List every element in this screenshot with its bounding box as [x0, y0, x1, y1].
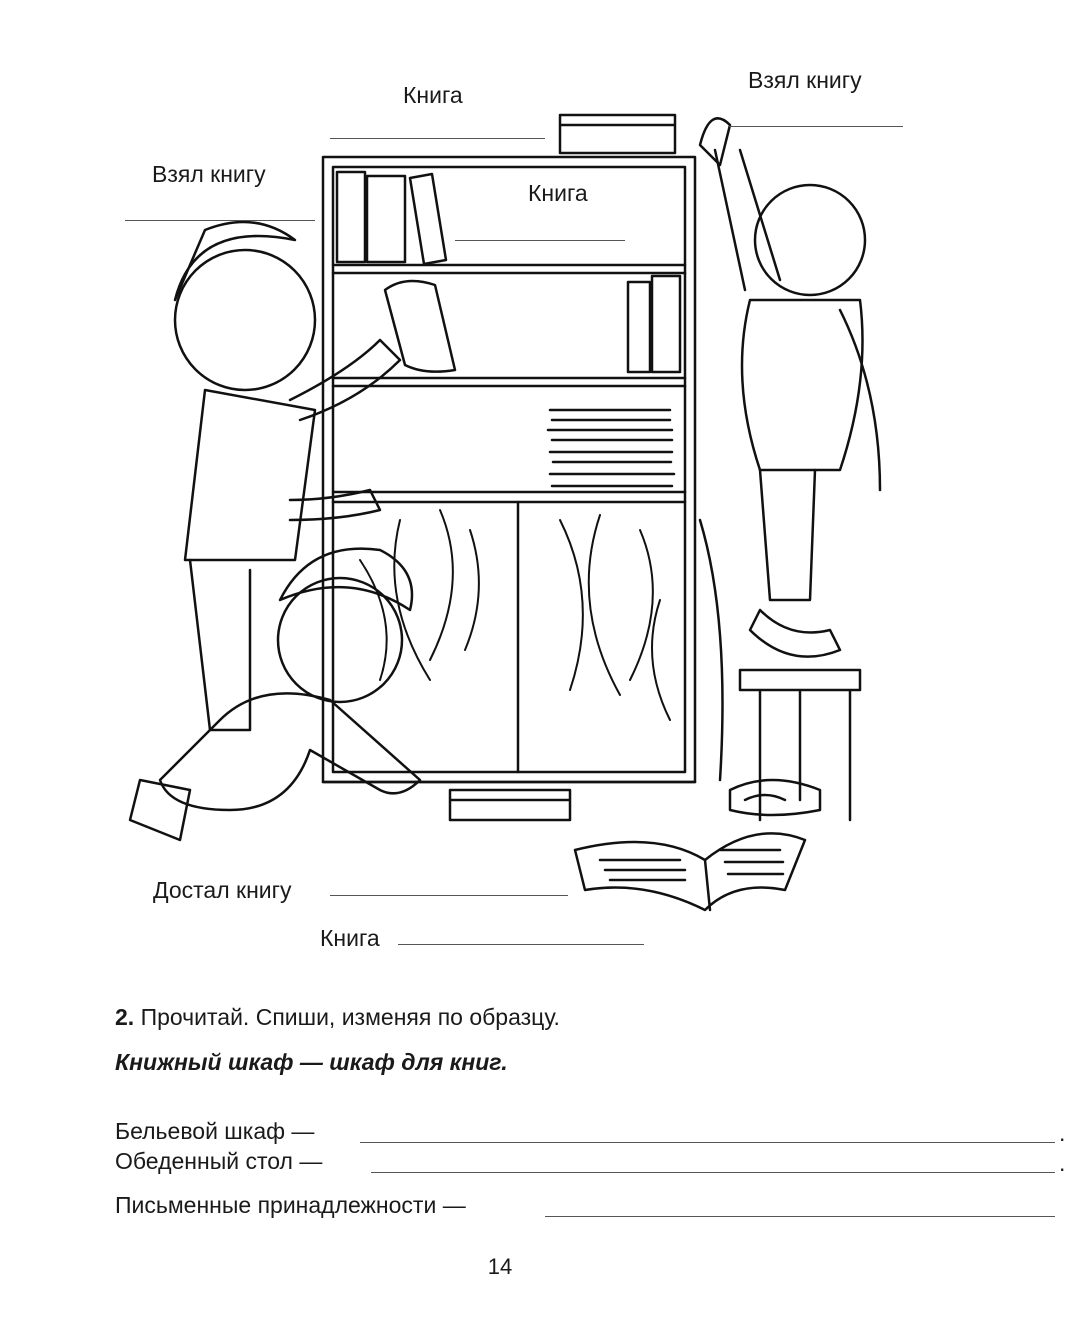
- answer-line-book-shelf[interactable]: [455, 240, 625, 241]
- paper-stack: [548, 410, 674, 486]
- books-top-shelf: [337, 172, 446, 264]
- label-book-bottom: Книга: [320, 925, 380, 951]
- answer-line-took-out-book[interactable]: [330, 895, 568, 896]
- exercise-end: .: [1059, 1120, 1065, 1146]
- answer-line-book-top[interactable]: [330, 138, 545, 139]
- label-took-out-book: Достал книгу: [153, 877, 292, 903]
- exercise-answer-line[interactable]: [545, 1216, 1055, 1217]
- shoes: [730, 780, 820, 815]
- exercise-prefix: Письменные принадлежности —: [115, 1192, 466, 1218]
- answer-line-took-book-left[interactable]: [125, 220, 315, 221]
- exercise-row: [115, 1118, 1065, 1148]
- task-example: Книжный шкаф — шкаф для книг.: [115, 1049, 508, 1075]
- exercise-row: [115, 1192, 955, 1222]
- label-took-book-left: Взял книгу: [152, 161, 266, 187]
- page-number: 14: [487, 1254, 513, 1279]
- exercise-prefix: Обеденный стол —: [115, 1148, 323, 1174]
- exercise-row: [115, 1148, 1065, 1178]
- task-instruction: Прочитай. Спиши, изменяя по образцу.: [140, 1004, 560, 1030]
- label-book-shelf: Книга: [528, 180, 588, 206]
- answer-line-took-book-right[interactable]: [728, 126, 903, 127]
- exercise-prefix: Бельевой шкаф —: [115, 1118, 315, 1144]
- open-book: [575, 833, 805, 910]
- exercise-answer-line[interactable]: [360, 1142, 1055, 1143]
- task-heading: [115, 1004, 560, 1031]
- book-on-top: [560, 115, 675, 153]
- exercise-end: .: [1059, 1150, 1065, 1176]
- exercise-answer-line[interactable]: [371, 1172, 1055, 1173]
- label-book-top: Книга: [403, 82, 463, 108]
- task-number: 2.: [115, 1004, 135, 1030]
- boy-left: [175, 222, 400, 730]
- boy-kneeling: [130, 549, 570, 840]
- boy-on-stool: [700, 118, 880, 820]
- answer-line-book-bottom[interactable]: [398, 944, 644, 945]
- label-took-book-right: Взял книгу: [748, 67, 862, 93]
- books-second-shelf: [385, 276, 680, 372]
